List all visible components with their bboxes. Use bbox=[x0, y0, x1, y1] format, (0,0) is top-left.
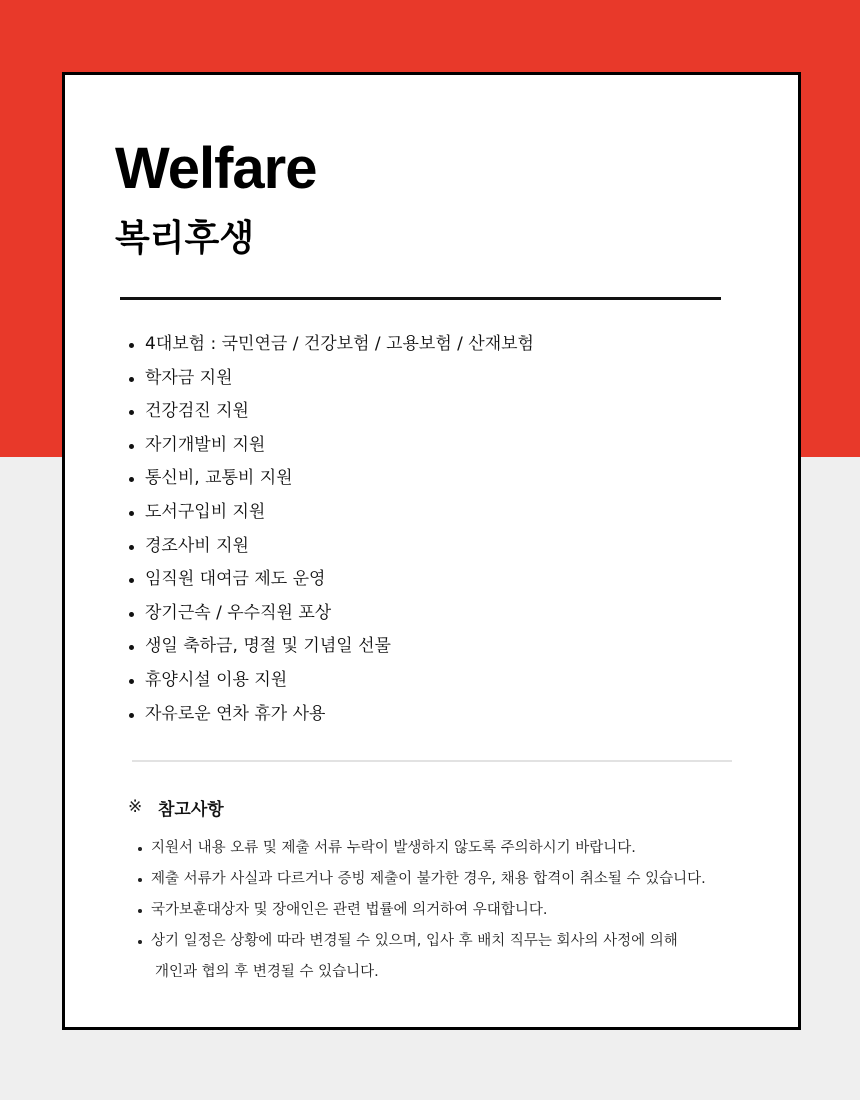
note-text: 국가보훈대상자 및 장애인은 관련 법률에 의거하여 우대합니다. bbox=[151, 902, 548, 918]
note-item bbox=[137, 833, 777, 864]
benefit-item: 통신비, 교통비 지원 bbox=[127, 462, 534, 496]
benefits-list bbox=[127, 328, 534, 731]
benefit-item: 도서구입비 지원 bbox=[127, 496, 534, 530]
benefit-item: 자유로운 연차 휴가 사용 bbox=[127, 698, 534, 732]
note-continuation: 개인과 협의 후 변경될 수 있습니다. bbox=[155, 964, 379, 980]
notes-header bbox=[128, 793, 224, 821]
note-text: 지원서 내용 오류 및 제출 서류 누락이 발생하지 않도록 주의하시기 바랍니다. bbox=[151, 840, 636, 856]
title-english: Welfare bbox=[115, 136, 317, 201]
benefit-item: 휴양시설 이용 지원 bbox=[127, 664, 534, 698]
benefit-item: 학자금 지원 bbox=[127, 362, 534, 396]
benefit-item: 장기근속 / 우수직원 포상 bbox=[127, 597, 534, 631]
title-divider bbox=[120, 297, 721, 300]
note-item bbox=[137, 926, 777, 988]
note-text: 상기 일정은 상황에 따라 변경될 수 있으며, 입사 후 배치 직무는 회사의 사정에 의해 bbox=[151, 933, 678, 949]
reference-mark-icon: ※ bbox=[128, 797, 143, 817]
benefit-item: 경조사비 지원 bbox=[127, 530, 534, 564]
benefit-item: 건강검진 지원 bbox=[127, 395, 534, 429]
title-korean: 복리후생 bbox=[115, 218, 255, 259]
note-text: 제출 서류가 사실과 다르거나 증빙 제출이 불가한 경우, 채용 합격이 취소될 수 있습니다. bbox=[151, 871, 706, 887]
note-item bbox=[137, 864, 777, 895]
benefit-item: 4대보험 : 국민연금 / 건강보험 / 고용보험 / 산재보험 bbox=[127, 328, 534, 362]
benefit-item: 자기개발비 지원 bbox=[127, 429, 534, 463]
benefit-item: 생일 축하금, 명절 및 기념일 선물 bbox=[127, 630, 534, 664]
notes-list bbox=[137, 833, 777, 988]
section-divider bbox=[132, 760, 732, 762]
benefit-item: 임직원 대여금 제도 운영 bbox=[127, 563, 534, 597]
welfare-card bbox=[62, 72, 801, 1030]
notes-title: 참고사항 bbox=[158, 799, 224, 820]
note-item bbox=[137, 895, 777, 926]
